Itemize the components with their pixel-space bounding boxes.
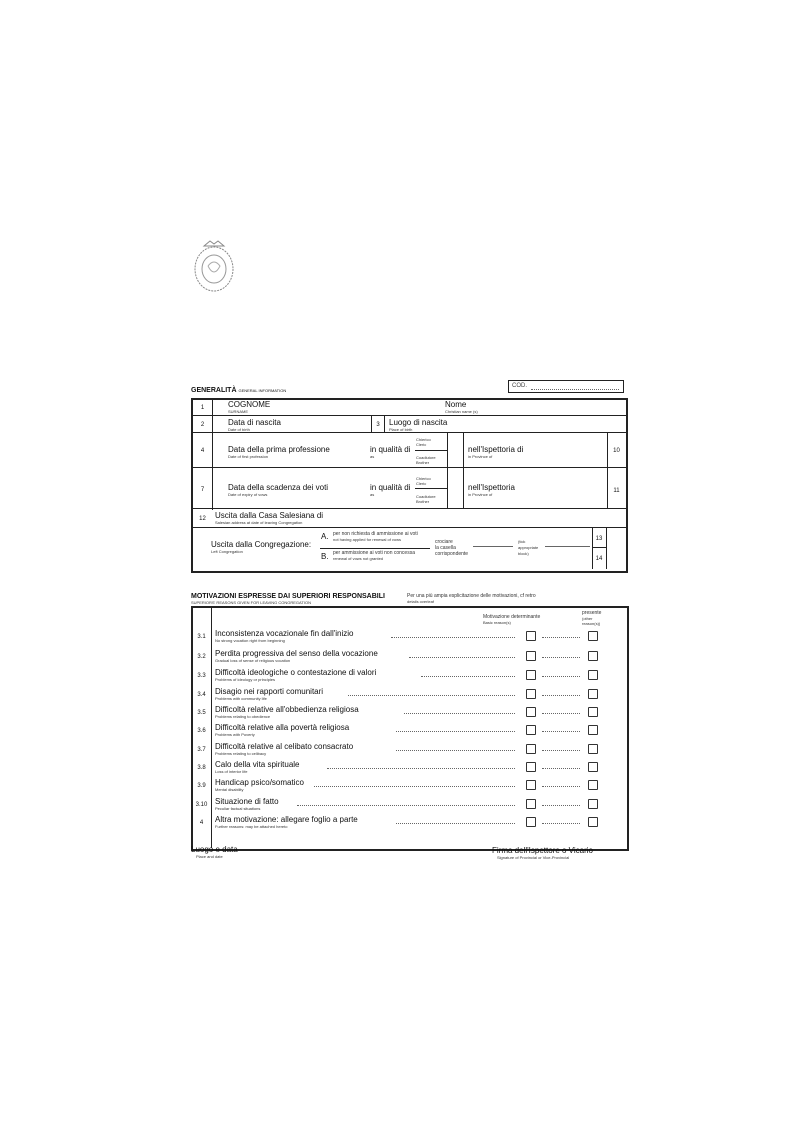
signature-field[interactable]: Firma dell'Ispettore o Vicario Signature of Provincial or Vice-Provincial: [492, 846, 593, 860]
basic-reason-checkbox[interactable]: [526, 780, 536, 790]
reason-row: Handicap psico/somatico Mental disability: [215, 778, 304, 792]
other-reason-checkbox[interactable]: [588, 780, 598, 790]
reason-number: 3.8: [197, 765, 206, 771]
dob-field[interactable]: Data di nascita Date of birth: [228, 418, 281, 432]
other-reason-checkbox[interactable]: [588, 762, 598, 772]
checkbox-14[interactable]: [607, 548, 624, 568]
checkbox-13[interactable]: [607, 529, 624, 547]
reason-number: 3.4: [197, 692, 206, 698]
leaving-option-a: A.: [321, 532, 329, 541]
other-reason-checkbox[interactable]: [588, 799, 598, 809]
reason-row: Difficoltà ideologiche o contestazione di valori Problems of ideology or principles: [215, 668, 377, 682]
leaving-option-b: B.: [321, 552, 329, 561]
other-reason-checkbox[interactable]: [588, 631, 598, 641]
reasons-title: MOTIVAZIONI ESPRESSE DAI SUPERIORI RESPONSABILI SUPERIORS' REASONS GIVEN FOR LEAVING CONGREGATION: [191, 593, 385, 605]
reason-number: 3.3: [197, 673, 206, 679]
other-reason-checkbox[interactable]: [588, 670, 598, 680]
cod-field[interactable]: COD.: [508, 380, 624, 393]
name-field[interactable]: Nome Christian name (s): [445, 400, 478, 414]
place-date-field[interactable]: Luogo e data Place and date: [191, 845, 238, 859]
other-reason-checkbox[interactable]: [588, 725, 598, 735]
vows-expiry-field[interactable]: Data della scadenza dei voti Date of expiry of vows: [228, 483, 329, 497]
reason-number: 3.5: [197, 710, 206, 716]
reason-number: 3.9: [197, 783, 206, 789]
basic-reason-checkbox[interactable]: [526, 817, 536, 827]
other-reason-checkbox[interactable]: [588, 744, 598, 754]
form-page: GENERALITÀ GENERAL INFORMATION COD. 1 COGNOME SURNAME Nome Christian name (s) 2 Data di nascita Date of birth 3 Luogo di nascita Place of birth 4 Data della prima professione Date of first profession in qualità di as Chierico Cleric Coadiutore Brother nell'Ispettoria di in Province of 10 7 Data della scadenza dei voti Date of expiry of vows in qualità di as Chierico Cleric Coadiutore Brother nell'Ispettoria in Province of 11 12 Uscita dalla Casa Salesiana di Salesian address at date of leaving Congregation Uscita dalla Congregazione: Left Congregation A. per non richiesta di ammissione ai voti not having applied for renewal of vows B. per ammissione ai voti non concessa renewal of vows not granted crociare la casella corrispondente (tick appropriate block) 13 14 MOTIVAZIONI ESPRESSE DAI SUPERIORI RESPONSABILI SUPERIORS' REASONS GIVEN FOR LEAVING CONGREGATION Per una più ampia esplicitazione delle motivazioni, cf retro details overleaf Motivazione determinante Basic reason(s) presente (other reason(s)) 3.1 Inconsistenza vocazionale fin dall'inizio No strong vocation right from beginning 3.2 Perdita progressiva del senso della vocazione Gradual loss of sense of religious vocation 3.3 Difficoltà ideologiche o contestazione di valori Problems of ideology or principles 3.4 Disagio nei rapporti comunitari Problems with community life 3.5 Difficoltà relative all'obbedienza religiosa Problems relating to obedience 3.6 Difficoltà relative alla povertà religiosa Problems with Poverty 3.7 Difficoltà relative al celibato consacrato Problems relating to celibacy 3.8 Calo della vita spirituale Loss of interior life 3.9 Handicap psico/somatico Mental disability 3.10 Situazione di fatto Peculiar factual situations 4 Altra motivazione: allegare foglio a parte Further reasons: may be attached hereto Luogo e data Place and date Firma dell'Ispettore o Vicario Signature of Provincial or Vice-Provincial: [0, 0, 793, 1123]
brother-option-2[interactable]: Coadiutore Brother: [416, 494, 436, 504]
other-reason-checkbox[interactable]: [588, 707, 598, 717]
other-reason-checkbox[interactable]: [588, 651, 598, 661]
basic-reason-checkbox[interactable]: [526, 799, 536, 809]
first-profession-field[interactable]: Data della prima professione Date of first profession: [228, 445, 330, 459]
basic-reason-checkbox[interactable]: [526, 762, 536, 772]
other-reason-checkbox[interactable]: [588, 817, 598, 827]
basic-reason-checkbox[interactable]: [526, 707, 536, 717]
reason-number: 3.6: [197, 728, 206, 734]
reason-row: Difficoltà relative alla povertà religiosa Problems with Poverty: [215, 723, 350, 737]
reason-number: 3.7: [197, 747, 206, 753]
pob-field[interactable]: Luogo di nascita Place of birth: [389, 418, 448, 432]
basic-reason-checkbox[interactable]: [526, 744, 536, 754]
reason-number: 3.2: [197, 654, 206, 660]
reason-number: 4: [199, 820, 204, 826]
basic-reason-checkbox[interactable]: [526, 689, 536, 699]
other-reason-checkbox[interactable]: [588, 689, 598, 699]
reason-row: Disagio nei rapporti comunitari Problems with community life: [215, 687, 324, 701]
basic-reason-checkbox[interactable]: [526, 670, 536, 680]
reason-row: Perdita progressiva del senso della vocazione Gradual loss of sense of religious vocation: [215, 649, 378, 663]
general-title: GENERALITÀ GENERAL INFORMATION: [191, 387, 287, 394]
cleric-option[interactable]: Chierico Cleric: [416, 437, 431, 447]
surname-field[interactable]: COGNOME SURNAME: [228, 400, 271, 414]
reason-number: 3.1: [197, 634, 206, 640]
basic-reason-checkbox[interactable]: [526, 631, 536, 641]
brother-option[interactable]: Coadiutore Brother: [416, 455, 436, 465]
province-field-2[interactable]: nell'Ispettoria in Province of: [468, 483, 515, 497]
cleric-option-2[interactable]: Chierico Cleric: [416, 476, 431, 486]
reason-row: Situazione di fatto Peculiar factual situations: [215, 797, 279, 811]
reason-row: Difficoltà relative all'obbedienza religiosa Problems relating to obedience: [215, 705, 359, 719]
reason-row: Difficoltà relative al celibato consacrato Problems relating to celibacy: [215, 742, 354, 756]
reason-row: Calo della vita spirituale Loss of interior life: [215, 760, 300, 774]
salesian-seal-icon: [190, 238, 238, 296]
reason-row: Altra motivazione: allegare foglio a parte Further reasons: may be attached hereto: [215, 815, 358, 829]
basic-reason-checkbox[interactable]: [526, 651, 536, 661]
reason-row: Inconsistenza vocazionale fin dall'inizio No strong vocation right from beginning: [215, 629, 354, 643]
salesian-house-field[interactable]: Uscita dalla Casa Salesiana di Salesian address at date of leaving Congregation: [215, 511, 324, 525]
reason-number: 3.10: [195, 802, 208, 808]
basic-reason-checkbox[interactable]: [526, 725, 536, 735]
province-field-1[interactable]: nell'Ispettoria di in Province of: [468, 445, 524, 459]
